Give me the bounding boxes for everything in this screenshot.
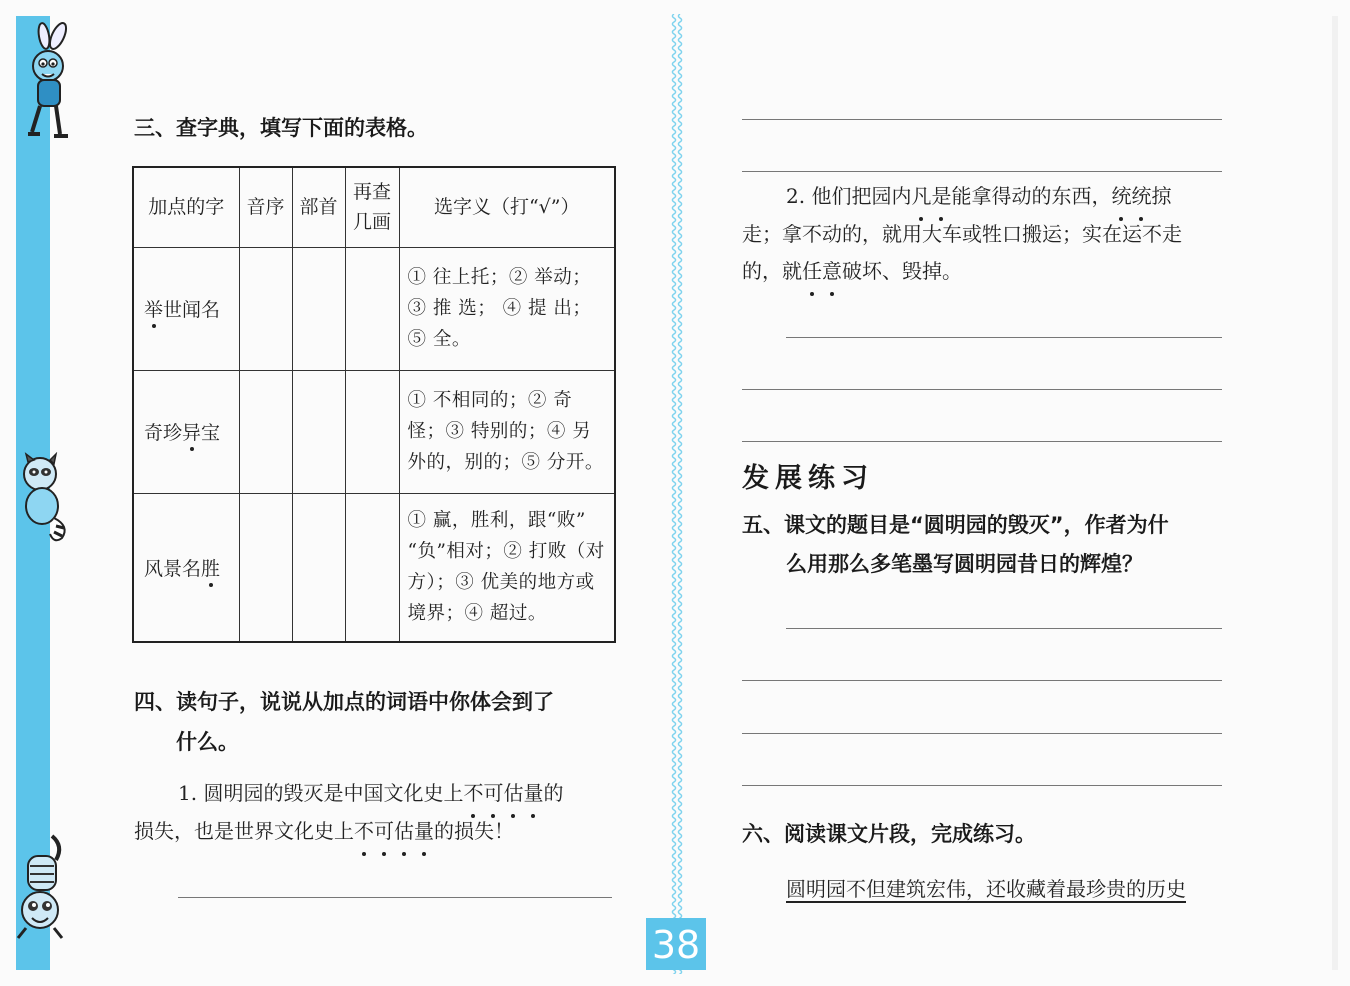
dotted-char: 凡 bbox=[911, 178, 931, 215]
question-6-heading: 六、阅读课文片段，完成练习。 bbox=[742, 822, 1036, 846]
question-4-heading-line1: 四、读句子，说说从加点的词语中你体会到了 bbox=[134, 690, 554, 714]
dotted-char: 量 bbox=[414, 813, 434, 850]
dotted-char: 统 bbox=[1131, 178, 1151, 215]
table-word-cell bbox=[133, 247, 239, 370]
header-extra-strokes-line2: 几画 bbox=[352, 211, 391, 234]
meaning-line: “负”相对；② 打败（对 bbox=[407, 541, 605, 563]
table-row bbox=[133, 370, 615, 493]
dictionary-table bbox=[132, 166, 616, 643]
reading-passage-line1: 圆明园不但建筑宏伟，还收藏着最珍贵的历史 bbox=[786, 877, 1186, 901]
meaning-options-cell bbox=[399, 493, 615, 642]
blank-cell-radical[interactable] bbox=[292, 493, 345, 642]
sentence-2-line1 bbox=[786, 178, 1171, 215]
dotted-word bbox=[802, 259, 842, 283]
table-header-row bbox=[133, 167, 615, 247]
header-extra-strokes-line1: 再查 bbox=[352, 181, 391, 204]
meaning-line: ① 赢，胜利，跟“败” bbox=[407, 510, 586, 532]
header-dotted-char: 加点的字 bbox=[133, 167, 239, 247]
text-segment: 1. 圆明园的毁灭是中国文化史上 bbox=[178, 781, 464, 805]
blank-cell-strokes[interactable] bbox=[345, 370, 399, 493]
text-segment: 掠 bbox=[1151, 184, 1172, 208]
dotted-word bbox=[1111, 184, 1151, 208]
table-word-cell bbox=[133, 493, 239, 642]
meaning-line: ① 不相同的；② 奇 bbox=[407, 390, 573, 411]
dotted-char: 不 bbox=[463, 775, 483, 812]
answer-line[interactable] bbox=[786, 628, 1222, 629]
table-word-cell bbox=[133, 370, 239, 493]
table-row bbox=[133, 493, 615, 642]
sentence-2-line3 bbox=[742, 253, 962, 290]
meaning-options-cell bbox=[399, 247, 615, 370]
answer-line[interactable] bbox=[742, 119, 1222, 120]
dotted-char: 意 bbox=[822, 253, 842, 290]
answer-line[interactable] bbox=[786, 337, 1222, 338]
rabbit-mascot-icon bbox=[14, 22, 78, 142]
header-choose-meaning: 选字义（打“√”） bbox=[399, 167, 615, 247]
meaning-line: ⑤ 全。 bbox=[407, 329, 471, 350]
dotted-char: 量 bbox=[523, 775, 543, 812]
section-title: 发展练习 bbox=[742, 463, 874, 494]
page-divider bbox=[670, 14, 684, 974]
blank-cell-strokes[interactable] bbox=[345, 493, 399, 642]
tiger-mascot-icon bbox=[12, 826, 70, 944]
dotted-char: 是 bbox=[931, 178, 951, 215]
dotted-char: 举 bbox=[144, 295, 163, 322]
dotted-char: 可 bbox=[483, 775, 503, 812]
dotted-char: 异 bbox=[182, 418, 201, 445]
text-segment: 的损失！ bbox=[434, 819, 514, 843]
answer-line[interactable] bbox=[178, 897, 612, 898]
header-radical: 部首 bbox=[292, 167, 345, 247]
meaning-line: ① 往上托；② 举动； bbox=[407, 267, 592, 288]
header-phonetic-order: 音序 bbox=[239, 167, 292, 247]
dotted-char: 估 bbox=[394, 813, 414, 850]
question-4-heading-line2: 什么。 bbox=[176, 730, 239, 754]
blank-cell-phonetic[interactable] bbox=[239, 493, 292, 642]
meaning-line: 方）；③ 优美的地方或 bbox=[407, 572, 595, 594]
answer-line[interactable] bbox=[742, 389, 1222, 390]
answer-line[interactable] bbox=[742, 733, 1222, 734]
header-extra-strokes bbox=[345, 167, 399, 247]
dotted-word bbox=[463, 781, 543, 805]
word-pre: 风景名 bbox=[144, 557, 202, 580]
answer-line[interactable] bbox=[742, 680, 1222, 681]
dotted-word bbox=[911, 184, 951, 208]
question-5-heading-line2: 么用那么多笔墨写圆明园昔日的辉煌？ bbox=[786, 552, 1143, 576]
text-segment: 能拿得动的东西， bbox=[951, 184, 1112, 208]
sentence-1-line2 bbox=[134, 813, 514, 850]
answer-line[interactable] bbox=[742, 171, 1222, 172]
dotted-word bbox=[354, 819, 434, 843]
table-row bbox=[133, 247, 615, 370]
blank-cell-radical[interactable] bbox=[292, 370, 345, 493]
blank-cell-strokes[interactable] bbox=[345, 247, 399, 370]
word-pre: 奇珍 bbox=[144, 422, 183, 444]
raccoon-mascot-icon bbox=[14, 452, 72, 544]
text-segment: 的，就 bbox=[742, 259, 802, 283]
word-post: 世闻名 bbox=[163, 299, 221, 321]
sentence-2-line2: 走；拿不动的，就用大车或牲口搬运；实在运不走 bbox=[742, 222, 1182, 246]
text-segment: 的 bbox=[543, 781, 564, 805]
blank-cell-radical[interactable] bbox=[292, 247, 345, 370]
right-page-edge bbox=[1332, 16, 1338, 970]
sentence-1-line1 bbox=[178, 775, 563, 812]
blank-cell-phonetic[interactable] bbox=[239, 247, 292, 370]
question-3-heading: 三、查字典，填写下面的表格。 bbox=[134, 116, 428, 140]
answer-line[interactable] bbox=[742, 785, 1222, 786]
blank-cell-phonetic[interactable] bbox=[239, 370, 292, 493]
text-segment: 破坏、毁掉。 bbox=[842, 259, 962, 283]
dotted-char: 不 bbox=[354, 813, 374, 850]
meaning-line: 境界；④ 超过。 bbox=[407, 603, 547, 625]
dotted-char: 胜 bbox=[201, 554, 220, 581]
question-5-heading-line1: 五、课文的题目是“圆明园的毁灭”，作者为什 bbox=[742, 513, 1169, 537]
text-segment: 2. 他们把园内 bbox=[786, 184, 912, 208]
meaning-line: 怪；③ 特别的；④ 另 bbox=[407, 421, 592, 442]
dotted-char: 任 bbox=[802, 253, 822, 290]
meaning-options-cell bbox=[399, 370, 615, 493]
page-number: 38 bbox=[646, 918, 706, 970]
answer-line[interactable] bbox=[742, 441, 1222, 442]
meaning-line: ③ 推 选； ④ 提 出； bbox=[407, 298, 592, 319]
meaning-line: 外的，别的；⑤ 分开。 bbox=[407, 452, 604, 473]
word-post: 宝 bbox=[201, 422, 221, 444]
text-segment: 损失，也是世界文化史上 bbox=[134, 819, 354, 843]
dotted-char: 统 bbox=[1111, 178, 1131, 215]
dotted-char: 估 bbox=[503, 775, 523, 812]
dotted-char: 可 bbox=[374, 813, 394, 850]
